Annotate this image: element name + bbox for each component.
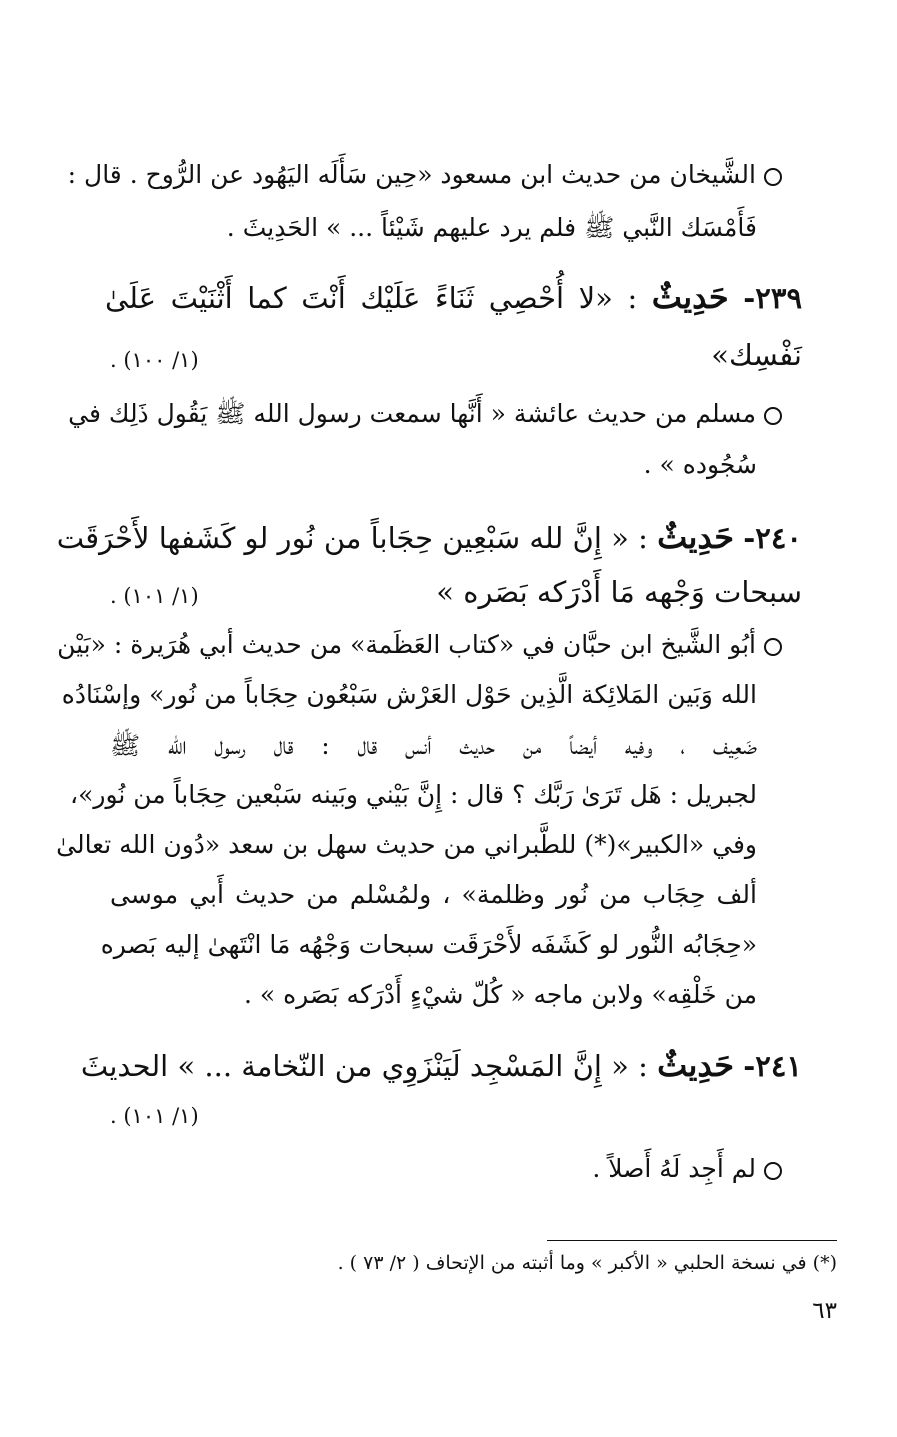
page-number: ٦٣ [812, 1298, 837, 1324]
hadith-240-comment-8: من خَلْقِه» ولابن ماجه « كُلّ شيْءٍ أَدْرَكه بَصَره » . [243, 980, 757, 1009]
prelude-line-1: الشَّيخان من حديث ابن مسعود «حِين سَأَلَه اليَهُود عن الرُّوح . قال : [110, 160, 782, 189]
hadith-239-comment-1: مسلم من حديث عائشة « أَنَّها سمعت رسول الله ﷺ يَقُول ذَلِك في [110, 398, 782, 435]
hadith-240-line-1: ٢٤٠- حَدِيثٌ : « إِنَّ لله سَبْعِين حِجَاباً من نُور لو كَشَفها لأَحْرَقَت [56, 518, 802, 556]
hadith-240-line-2: سبحات وَجْهه مَا أَدْرَكه بَصَره » [436, 575, 802, 609]
hadith-239-line-2: نَفْسِك» [711, 338, 802, 372]
hadith-241-comment-1: لم أَجِد لَهُ أَصلاً . [110, 1154, 782, 1183]
hadith-239-comment-2: سُجُوده » . [643, 450, 757, 479]
hadith-240-comment-5: وفي «الكبير»(*) للطَّبراني من حديث سهل بن سعد «دُون الله تعالىٰ [56, 830, 757, 859]
hadith-240-comment-6: ألف حِجَاب من نُور وظلمة» ، ولمُسْلم من حديث أَبي موسى [110, 880, 757, 909]
hadith-241-line-1: ٢٤١- حَدِيثٌ : « إِنَّ المَسْجِد لَيَنْزَوِي من النّخامة ... » الحديثَ [80, 1046, 802, 1084]
hadith-240-comment-2: الله وَبَين المَلائِكة الَّذِين حَوْل العَرْش سَبْعُون حِجَاباً من نُور» وإسْنَادُه [61, 680, 757, 709]
prelude-line-2: فَأَمْسَك النَّبي ﷺ فلم يرد عليهم شَيْئاً ... » الحَدِيثَ . [226, 213, 757, 242]
hadith-239-reference: (١/ ١٠٠) . [110, 348, 199, 372]
hadith-keyword: حَدِيثٌ [651, 278, 729, 316]
hadith-number: ٢٣٩- [743, 281, 803, 315]
bullet-circle-icon [764, 1162, 782, 1180]
bullet-circle-icon [764, 407, 782, 425]
hadith-number: ٢٤١- [743, 1049, 802, 1083]
bullet-circle-icon [764, 638, 782, 656]
hadith-240-comment-1: أبُو الشَّيخ ابن حبَّان في «كتاب العَظَمة» من حديث أبي هُرَيرة : «بَيْن [110, 630, 782, 659]
hadith-240-comment-4: لجبريل : هَل تَرَىٰ رَبَّك ؟ قال : إِنَّ بَيْني وبَينه سَبْعين حِجَاباً من نُور»، [70, 780, 757, 809]
hadith-241-reference: (١/ ١٠١) . [110, 1104, 199, 1128]
hadith-240-reference: (١/ ١٠١) . [110, 584, 199, 608]
footnote-rule [547, 1240, 837, 1241]
hadith-keyword: حَدِيثٌ [657, 518, 734, 556]
footnote: (*) في نسخة الحلبي « الأكبر » وما أثبته من الإتحاف ( ٢/ ٧٣ ) . [337, 1252, 837, 1274]
hadith-240-comment-7: «حِجَابُه النُّور لو كَشَفَه لأَحْرَقَت سبحات وَجْهُه مَا انْتَهىٰ إليه بَصره [100, 930, 757, 959]
hadith-number: ٢٤٠- [743, 521, 802, 555]
hadith-239-line-1: ٢٣٩- حَدِيثٌ : «لا أُحْصِي ثَنَاءً عَلَيْك أَنْتَ كما أَثْنَيْتَ عَلَىٰ [105, 278, 803, 316]
bullet-circle-icon [764, 168, 782, 186]
hadith-keyword: حَدِيثٌ [657, 1046, 734, 1084]
hadith-240-comment-3: ضَعِيف ، وفيه أيضاً من حديث أنس قال : قال رسول الله ﷺ [110, 731, 757, 760]
